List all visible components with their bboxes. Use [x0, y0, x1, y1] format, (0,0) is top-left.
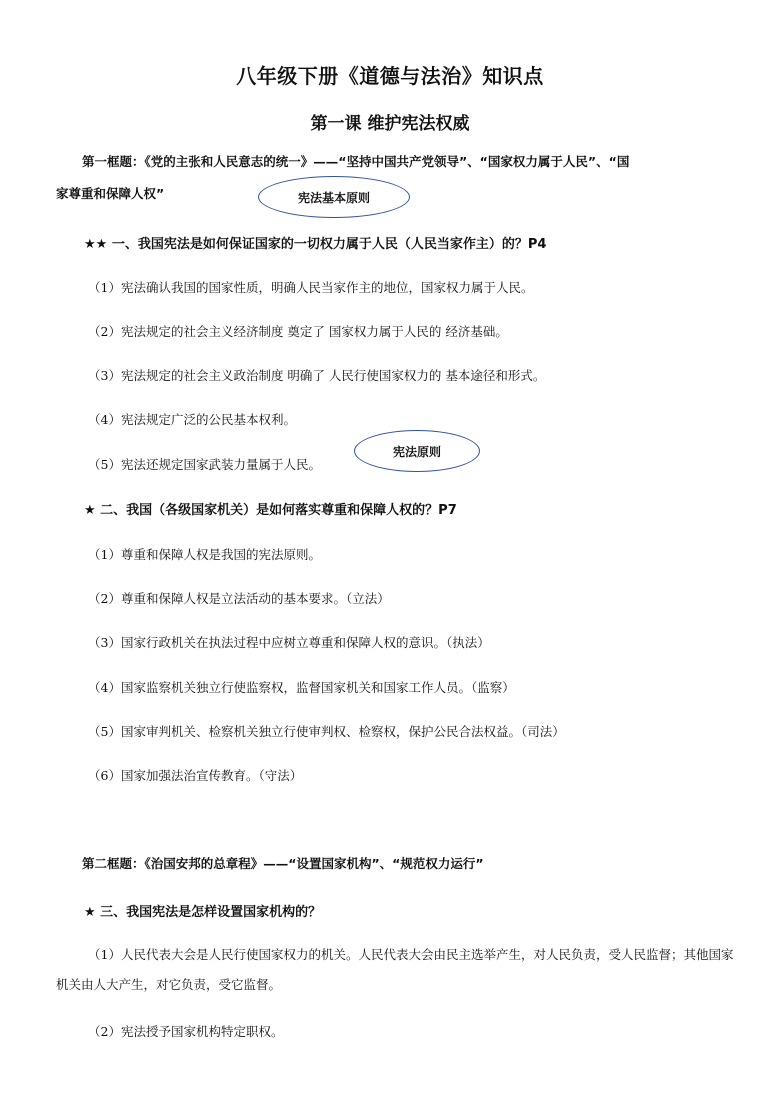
frame2-heading: 第二框题：《治国安邦的总章程》——“设置国家机构”、“规范权力运行” — [82, 856, 484, 871]
question1-item: （1）宪法确认我国的国家性质，明确人民当家作主的地位，国家权力属于人民。 — [88, 280, 534, 295]
question2-item: （4）国家监察机关独立行使监察权，监督国家机关和国家工作人员。（监察） — [88, 680, 515, 695]
question3-title: ★ 三、我国宪法是怎样设置国家机构的？ — [84, 905, 322, 920]
question3-item: （1）人民代表大会是人民行使国家权力的机关。人民代表大会由民主选举产生，对人民负责，受人民监督；其他国家机关由人大产生，对它负责，受它监督。 — [56, 947, 734, 992]
callout-bubble-constitution-basic-principles: 宪法基本原则 — [258, 176, 410, 218]
question1-item: （3）宪法规定的社会主义政治制度 明确了 人民行使国家权力的 基本途径和形式。 — [88, 368, 546, 383]
question2-item: （6）国家加强法治宣传教育。（守法） — [88, 768, 303, 783]
question3-item: （2）宪法授予国家机构特定职权。 — [88, 1024, 284, 1039]
callout-bubble-constitution-principle: 宪法原则 — [354, 430, 480, 472]
question2-item: （3）国家行政机关在执法过程中应树立尊重和保障人权的意识。（执法） — [88, 635, 490, 650]
question1-item: （5）宪法还规定国家武装力量属于人民。 — [88, 457, 321, 472]
frame1-heading-line1: 第一框题：《党的主张和人民意志的统一》——“坚持中国共产党领导”、“国家权力属于人民”、“国 — [82, 154, 630, 169]
lesson-title: 第一课 维护宪法权威 — [310, 114, 470, 134]
question2-item: （2）尊重和保障人权是立法活动的基本要求。（立法） — [88, 591, 390, 606]
question2-item: （1）尊重和保障人权是我国的宪法原则。 — [88, 547, 321, 562]
question2-title: ★ 二、我国（各级国家机关）是如何落实尊重和保障人权的？P7 — [84, 503, 457, 518]
document-title: 八年级下册《道德与法治》知识点 — [236, 64, 544, 88]
question1-item: （4）宪法规定广泛的公民基本权利。 — [88, 412, 296, 427]
question1-item: （2）宪法规定的社会主义经济制度 奠定了 国家权力属于人民的 经济基础。 — [88, 324, 508, 339]
question1-title: ★★ 一、我国宪法是如何保证国家的一切权力属于人民（人民当家作主）的？P4 — [84, 237, 547, 252]
question2-item: （5）国家审判机关、检察机关独立行使审判权、检察权，保护公民合法权益。（司法） — [88, 724, 565, 739]
frame1-heading-line2: 家尊重和保障人权” — [56, 186, 165, 201]
